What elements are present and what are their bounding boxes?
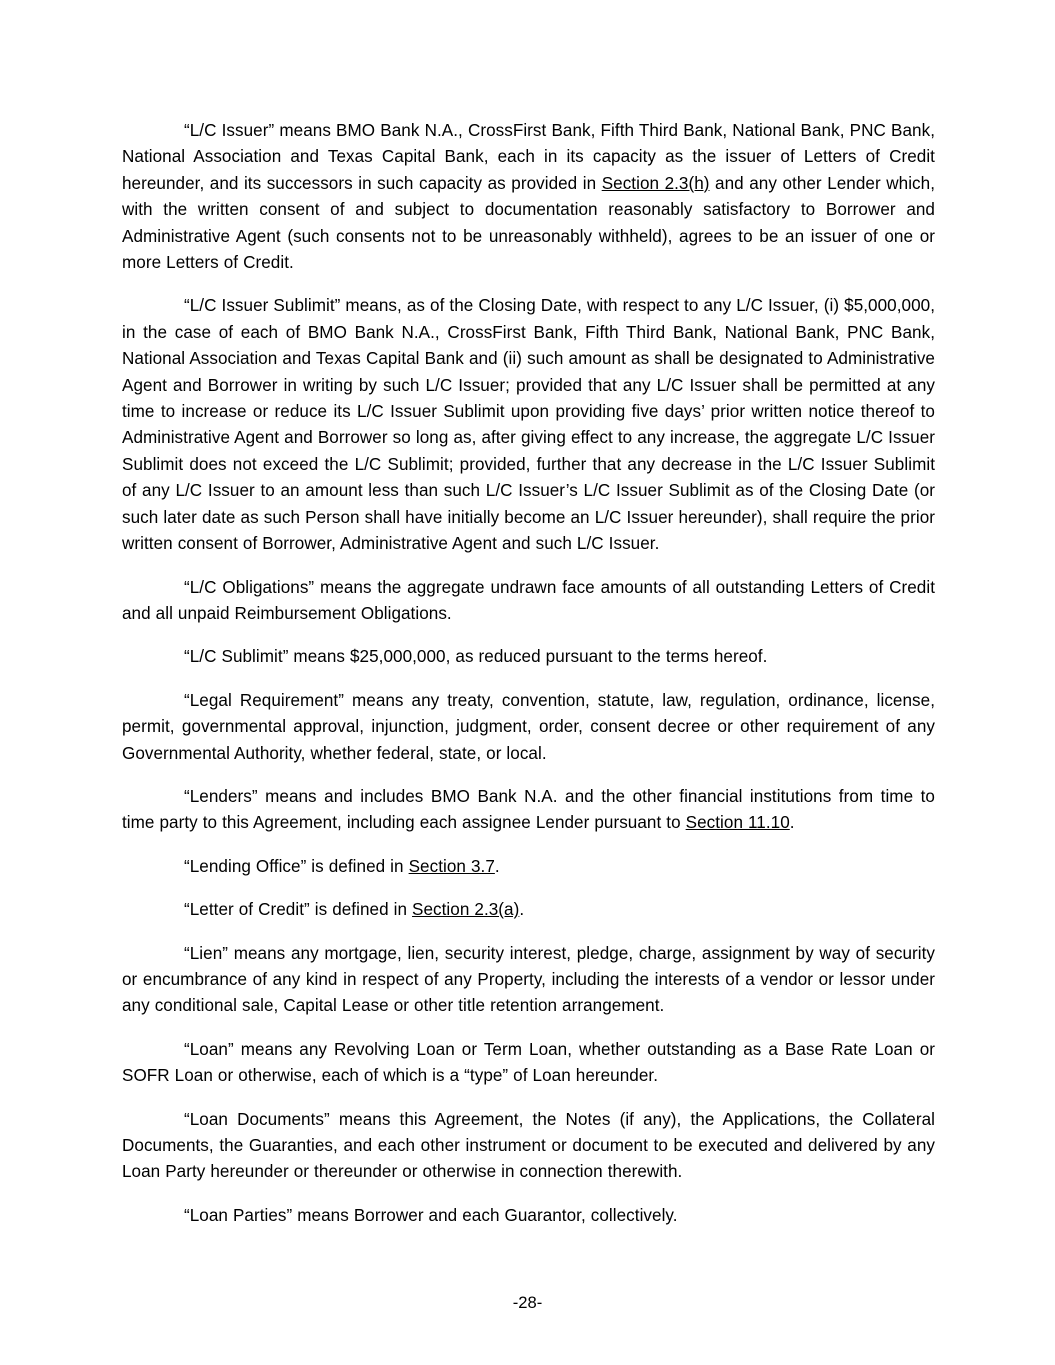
paragraph-text: . — [519, 900, 525, 920]
definition-paragraph-lenders — [122, 784, 935, 837]
paragraph-text: “Loan Parties” means Borrower and each Guarantor, collectively. — [184, 1205, 678, 1225]
definition-paragraph-lc-sublimit — [122, 644, 935, 670]
definition-paragraph-lc-obligations — [122, 575, 935, 628]
paragraph-text: . — [494, 856, 500, 876]
paragraph-text: “Lenders” means and includes BMO Bank N.A. and the other financial institutions from time to time party to this Agreement, including each assignee Lender pursuant to — [122, 786, 935, 833]
paragraph-text: “Loan Documents” means this Agreement, the Notes (if any), the Applications, the Collateral Documents, the Guaranties, and each other instrument or document to be executed and delivered by any Loan Party hereunder or thereunder or otherwise in connection therewith. — [122, 1109, 935, 1182]
paragraph-text: “Lending Office” is defined in — [184, 856, 409, 876]
paragraph-text: “Legal Requirement” means any treaty, convention, statute, law, regulation, ordinance, license, permit, governmental approval, injunction, judgment, order, consent decree or other requirement of any Governmental Authority, whether federal, state, or local. — [122, 690, 935, 763]
section-cross-reference[interactable]: Section 11.10 — [685, 813, 790, 833]
paragraph-text: “L/C Obligations” means the aggregate undrawn face amounts of all outstanding Letters of Credit and all unpaid Reimbursement Obligations. — [122, 577, 935, 623]
paragraph-text: “Letter of Credit” is defined in — [184, 900, 413, 920]
paragraph-text: “Loan” means any Revolving Loan or Term Loan, whether outstanding as a Base Rate Loan or SOFR Loan or otherwise, each of which is a “type” of Loan hereunder. — [122, 1039, 935, 1086]
document-body — [122, 118, 935, 1229]
definition-paragraph-loan — [122, 1037, 935, 1090]
paragraph-text: “L/C Sublimit” means $25,000,000, as reduced pursuant to the terms hereof. — [184, 647, 768, 667]
page-number: -28- — [512, 1293, 543, 1312]
definition-paragraph-lending-office — [122, 854, 935, 880]
section-cross-reference[interactable]: Section 2.3(a) — [412, 900, 520, 920]
paragraph-text: “Lien” means any mortgage, lien, security interest, pledge, charge, assignment by way of security or encumbrance of any kind in respect of any Property, including the interests of a vendor or lessor under any conditional sale, Capital Lease or other title retention arrangement. — [122, 943, 935, 1016]
definition-paragraph-loan-parties — [122, 1203, 935, 1229]
paragraph-text: . — [789, 813, 795, 833]
definition-paragraph-letter-of-credit — [122, 897, 935, 923]
definition-paragraph-lc-issuer-sublimit — [122, 293, 935, 557]
definition-paragraph-legal-requirement — [122, 688, 935, 767]
paragraph-text: “L/C Issuer” means BMO Bank N.A., CrossFirst Bank, Fifth Third Bank, National Bank, PNC Bank, National Association and Texas Capital Bank, each in its capacity as the issuer of Letters of Credit hereunder, and its successors in such capacity as provided in — [122, 121, 935, 193]
section-cross-reference[interactable]: Section 3.7 — [408, 856, 495, 876]
definition-paragraph-lien — [122, 941, 935, 1020]
section-cross-reference[interactable]: Section 2.3(h) — [601, 173, 710, 193]
definition-paragraph-loan-documents — [122, 1107, 935, 1186]
definition-paragraph-lc-issuer — [122, 118, 935, 276]
paragraph-text: and any other Lender which, with the written consent of and subject to documentation reasonably satisfactory to Borrower and Administrative Agent (such consents not to be unreasonably withheld), agrees to be an issuer of one or more Letters of Credit. — [122, 173, 935, 273]
paragraph-text: “L/C Issuer Sublimit” means, as of the Closing Date, with respect to any L/C Issuer, (i) $5,000,000, in the case of each of BMO Bank N.A., CrossFirst Bank, Fifth Third Bank, National Bank, PNC Bank, National Association and Texas Capital Bank and (ii) such amount as shall be designated to Administrative Agent and Borrower in writing by such L/C Issuer; provided that any L/C Issuer shall be permitted at any time to increase or reduce its L/C Issuer Sublimit upon providing five days’ prior written notice thereof to Administrative Agent and Borrower so long as, after giving effect to any increase, the aggregate L/C Issuer Sublimit does not exceed the L/C Sublimit; provided, further that any decrease in the L/C Issuer Sublimit of any L/C Issuer to an amount less than such L/C Issuer’s L/C Issuer Sublimit as of the Closing Date (or such later date as such Person shall have initially become an L/C Issuer hereunder), shall require the prior written consent of Borrower, Administrative Agent and such L/C Issuer. — [122, 296, 935, 554]
